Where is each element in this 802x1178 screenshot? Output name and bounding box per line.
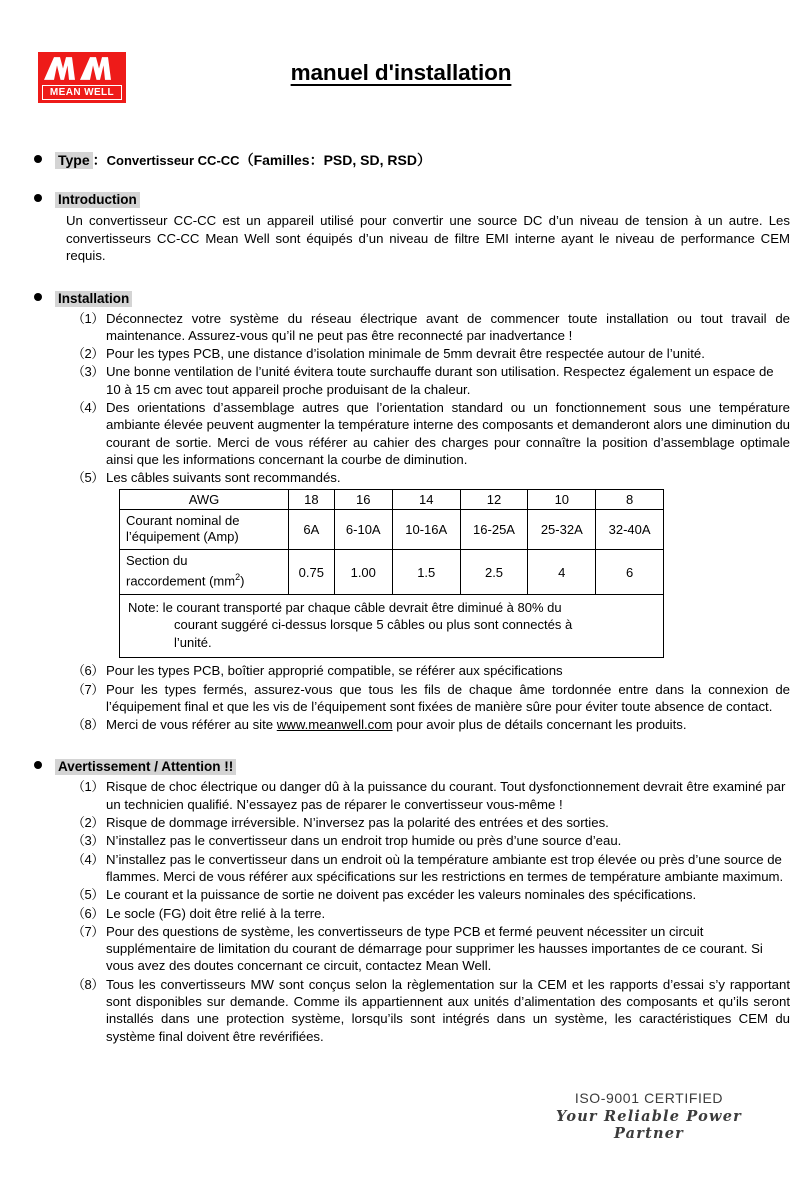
- table-header-awg-10: 10: [528, 490, 596, 510]
- list-item-number: （8）: [72, 717, 104, 733]
- row-label-line2-end: ): [240, 573, 245, 589]
- list-item-text: Risque de choc électrique ou danger dû à la puissance du courant. Tout dysfonctionnement devrait être examiné par un technicien qualifié. N’essayez pas de réparer le convertisseur vous-même !: [106, 779, 786, 812]
- section-type: [34, 150, 786, 170]
- list-item: [72, 923, 790, 975]
- table-row-label-section: [120, 550, 289, 594]
- list-item-number: （6）: [72, 663, 104, 679]
- list-item-text: Pour les types PCB, une distance d’isolation minimale de 5mm devrait être respectée autour de l’unité.: [106, 346, 705, 362]
- page-title: [0, 60, 802, 86]
- list-item: [72, 832, 790, 849]
- table-cell: 32-40A: [596, 510, 664, 550]
- table-cell: 25-32A: [528, 510, 596, 550]
- list-item-text-after-link: pour avoir plus de détails concernant les produits.: [392, 717, 687, 733]
- table-note-line1: Note: le courant transporté par chaque câble devrait être diminué à 80% du: [128, 599, 562, 615]
- introduction-heading-text: Introduction: [55, 192, 140, 208]
- list-item-number: （6）: [72, 905, 104, 921]
- list-item-number: （7）: [72, 681, 104, 697]
- meanwell-website-link[interactable]: www.meanwell.com: [276, 717, 393, 733]
- table-cell: 16-25A: [460, 510, 528, 550]
- list-item-text: Le courant et la puissance de sortie ne doivent pas excéder les valeurs nominales des spécifications.: [106, 887, 697, 903]
- list-item-number: （3）: [72, 364, 104, 380]
- list-item-text: Pour des questions de système, les convertisseurs de type PCB et fermé peuvent nécessiter un circuit supplémentaire de limitation du courant de démarrage pour supprimer les hausses importantes de ce courant. Si vous avez des doutes concernant ce circuit, contactez Mean Well.: [106, 923, 763, 974]
- row-label-line1: Section du: [126, 553, 188, 569]
- list-item-text-with-link: [106, 716, 790, 733]
- table-note: [120, 594, 664, 658]
- list-item: [72, 976, 790, 1045]
- table-cell: 10-16A: [392, 510, 460, 550]
- list-item-text: Pour les types PCB, boîtier approprié compatible, se référer aux spécifications: [106, 663, 563, 679]
- list-item: [72, 662, 790, 679]
- list-item-number: （2）: [72, 346, 104, 362]
- row-label-line1: Courant nominal de: [126, 513, 240, 529]
- table-row-note: [120, 594, 664, 658]
- list-item: [72, 469, 790, 486]
- list-item: [72, 310, 790, 345]
- table-cell: 6: [596, 550, 664, 594]
- list-item: [72, 814, 790, 831]
- families-close-paren: ）: [416, 152, 431, 168]
- list-item-number: （8）: [72, 976, 104, 992]
- bullet-icon: [34, 293, 42, 301]
- row-label-superscript: 2: [235, 572, 241, 583]
- table-note-line2: courant suggéré ci-dessus lorsque 5 câbles ou plus sont connectés à: [174, 617, 573, 633]
- list-item-text: Le socle (FG) doit être relié à la terre.: [106, 905, 326, 921]
- table-header-awg-14: 14: [392, 490, 460, 510]
- list-item-number: （4）: [72, 399, 104, 415]
- document-page: [0, 44, 802, 1178]
- page-title-text: manuel d'installation: [290, 60, 512, 85]
- list-item: [72, 905, 790, 922]
- warning-heading-text: Avertissement / Attention !!: [55, 759, 236, 775]
- table-header-awg-18: 18: [289, 490, 335, 510]
- list-item-text: Pour les types fermés, assurez-vous que tous les fils de chaque âme tordonnée entre dans la connexion de l’équipement final et que les vis de l’équipement sont fixées de manière sûre pour éviter toute absence de contact.: [106, 681, 790, 714]
- table-row-label-rated-current: [120, 510, 289, 550]
- table-header-awg: AWG: [120, 490, 289, 510]
- table-cell: 4: [528, 550, 596, 594]
- type-separator: ：: [92, 152, 107, 168]
- table-cell: 1.5: [392, 550, 460, 594]
- table-header-awg-8: 8: [596, 490, 664, 510]
- table-header-awg-12: 12: [460, 490, 528, 510]
- table-cell: 1.00: [334, 550, 392, 594]
- row-label-line2: raccordement (mm: [126, 573, 236, 589]
- list-item-number: （1）: [72, 310, 104, 326]
- families-value: PSD, SD, RSD: [323, 152, 417, 168]
- table-cell: 6-10A: [334, 510, 392, 550]
- list-item-text: N’installez pas le convertisseur dans un endroit où la température ambiante est trop élevée ou près d’une source de flammes. Merci de vous référer aux spécifications sur les restrictions en termes de température ambiante maximum.: [106, 851, 784, 884]
- list-item-number: （7）: [72, 923, 104, 939]
- list-item-text: Déconnectez votre système du réseau électrique avant de commencer toute installation ou tout travail de maintenance. Assurez-vous qu’il ne peut pas être reconnecté par inadvertance !: [106, 310, 790, 343]
- list-item-text: Des orientations d’assemblage autres que l’orientation standard ou un fonctionnement sous une température ambiante élevée peuvent augmenter la température interne des composants et demanderont alors une diminution du courant de sortie. Merci de vous référer au cahier des charges pour connaître la position d’assemblage optimale ainsi que les informations concernant la courbe de diminution.: [106, 399, 790, 467]
- list-item: [72, 363, 790, 398]
- iso-certification-text: ISO-9001 CERTIFIED: [574, 1090, 724, 1106]
- list-item-number: （2）: [72, 815, 104, 831]
- warning-list: [16, 778, 790, 1044]
- type-label: Type: [55, 152, 93, 169]
- families-separator: ：: [309, 152, 324, 168]
- list-item-text: Les câbles suivants sont recommandés.: [106, 470, 341, 486]
- table-header-awg-16: 16: [334, 490, 392, 510]
- installation-list-part1: [16, 310, 790, 487]
- table-row: [120, 550, 664, 594]
- bullet-icon: [34, 155, 42, 163]
- bullet-icon: [34, 194, 42, 202]
- list-item-number: （3）: [72, 833, 104, 849]
- cable-recommendation-table: [119, 489, 664, 658]
- list-item-number: （4）: [72, 851, 104, 867]
- table-note-line3: l’unité.: [174, 634, 212, 650]
- list-item-text: Une bonne ventilation de l’unité évitera toute surchauffe durant son utilisation. Respectez également un espace de 10 à 15 cm avec tout appareil proche produisant de la chaleur.: [106, 364, 774, 397]
- list-item-number: （1）: [72, 779, 104, 795]
- list-item-text-before-link: Merci de vous référer au site: [106, 717, 277, 733]
- list-item-number: （5）: [72, 887, 104, 903]
- list-item-text: N’installez pas le convertisseur dans un endroit trop humide ou près d’une source d’eau.: [106, 833, 622, 849]
- table-row: [120, 510, 664, 550]
- list-item: [72, 716, 790, 733]
- cable-table-wrapper: [119, 489, 664, 658]
- list-item-text: Tous les convertisseurs MW sont conçus selon la règlementation sur la CEM et les rapports d’essai s’y rapportant sont disponibles sur demande. Comme ils appartiennent aux unités d’alimentation des composants et qu’ils seront installés dans une protection système, lorsqu’ils sont intégrés dans un système, les caractéristiques CEM du système final doivent être revérifiées.: [106, 976, 790, 1044]
- table-cell: 0.75: [289, 550, 335, 594]
- table-cell: 6A: [289, 510, 335, 550]
- list-item: [72, 399, 790, 468]
- table-cell: 2.5: [460, 550, 528, 594]
- type-value: Convertisseur CC-CC: [106, 153, 240, 168]
- installation-list-part2: [16, 662, 790, 733]
- table-row-header: [120, 490, 664, 510]
- bullet-icon: [34, 761, 42, 769]
- list-item: [72, 851, 790, 886]
- families-label: Familles: [253, 152, 310, 168]
- list-item: [72, 778, 790, 813]
- list-item: [72, 681, 790, 716]
- document-header: [0, 44, 802, 122]
- list-item-number: （5）: [72, 470, 104, 486]
- section-introduction-heading: [34, 192, 786, 208]
- logo-wordmark: MEAN WELL: [42, 85, 122, 100]
- list-item: [72, 886, 790, 903]
- introduction-paragraph: Un convertisseur CC-CC est un appareil utilisé pour convertir une source DC d’un niveau de tension à un autre. Les convertisseurs CC-CC Mean Well sont équipés d’un niveau de filtre EMI interne ayant le niveau de performance CEM requis.: [66, 213, 790, 263]
- document-footer: [524, 1090, 774, 1142]
- company-tagline: Your Reliable Power Partner: [556, 1108, 742, 1142]
- list-item: [72, 345, 790, 362]
- installation-heading-text: Installation: [55, 291, 132, 307]
- list-item-text: Risque de dommage irréversible. N’inversez pas la polarité des entrées et des sorties.: [106, 815, 609, 831]
- section-warning-heading: [34, 759, 786, 775]
- families-open-paren: （: [239, 152, 254, 168]
- row-label-line2: l’équipement (Amp): [126, 529, 239, 545]
- section-installation-heading: [34, 291, 786, 307]
